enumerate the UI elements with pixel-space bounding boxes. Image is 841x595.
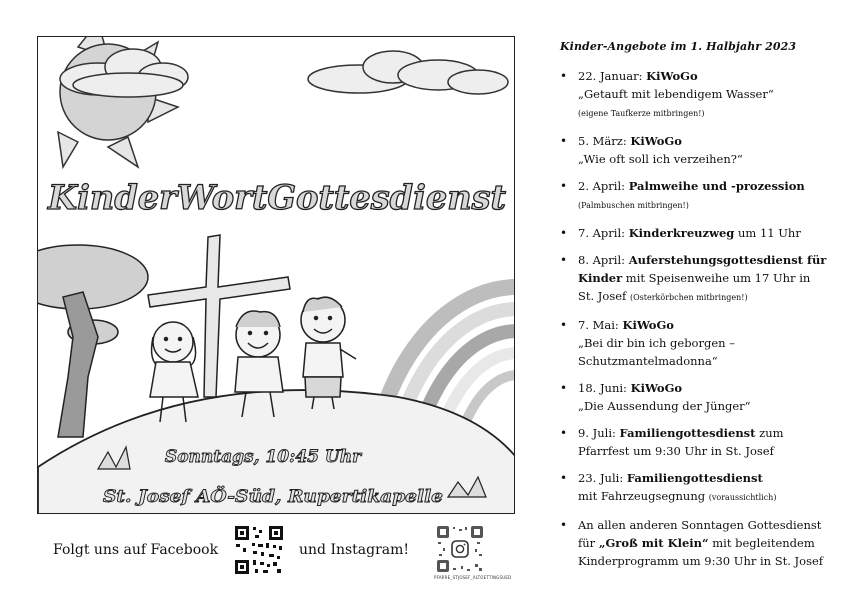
offer-title: KiWoGo <box>630 134 682 148</box>
offer-detail: zum Pfarrfest um 9:30 Uhr in St. Josef <box>578 426 784 458</box>
offer-title: Palmweihe und -prozession <box>628 179 805 193</box>
social-row <box>37 520 515 580</box>
facebook-label: Folgt uns auf Facebook <box>53 542 219 558</box>
offer-note: (Palmbuschen mitbringen!) <box>578 201 689 210</box>
offer-theme: mit Fahrzeugsegnung <box>578 489 709 503</box>
offer-theme: „Die Aussendung der Jünger“ <box>578 399 751 413</box>
offer-detail: mit Speisenweihe um 17 Uhr in St. Josef <box>578 271 811 303</box>
offer-date: 7. April: <box>578 226 629 240</box>
poster-title: KinderWortGottesdienst <box>47 178 507 218</box>
poster-illustration <box>38 37 515 514</box>
offer-note: (eigene Taufkerze mitbringen!) <box>578 109 705 118</box>
offer-note: (Osterkörbchen mitbringen!) <box>629 293 748 302</box>
offer-date: 9. Juli: <box>578 426 620 440</box>
offer-title: Auferstehungsgottesdienst für Kinder <box>578 253 827 285</box>
offer-detail: mit begleitendem Kinderprogramm um 9:30 Uhr in St. Josef <box>578 536 824 568</box>
offer-detail: um 11 Uhr <box>734 226 801 240</box>
offer-date: An allen anderen Sonntagen Gottesdienst für <box>578 518 822 550</box>
offer-note: (voraussichtlich) <box>708 493 777 502</box>
cloud-right-icon <box>308 51 508 94</box>
offer-theme: „Wie oft soll ich verzeihen?“ <box>578 152 743 166</box>
offer-date: 7. Mai: <box>578 318 623 332</box>
offer-title: „Groß mit Klein“ <box>598 536 709 550</box>
offer-title: KiWoGo <box>646 69 698 83</box>
offer-item <box>560 516 830 570</box>
offer-item <box>560 251 830 307</box>
facebook-qr-icon[interactable] <box>233 524 285 576</box>
offers-list <box>560 67 830 570</box>
offer-theme: „Bei dir bin ich geborgen – Schutzmantelmadonna“ <box>578 336 735 368</box>
offer-date: 18. Juni: <box>578 381 631 395</box>
instagram-label: und Instagram! <box>299 542 410 558</box>
tree-icon <box>38 245 148 437</box>
offer-title: Kinderkreuzweg <box>628 226 735 240</box>
instagram-qr-icon[interactable] <box>435 524 485 574</box>
offer-date: 2. April: <box>578 179 629 193</box>
offer-date: 23. Juli: <box>578 471 627 485</box>
offer-item <box>560 424 830 460</box>
offer-item <box>560 379 830 415</box>
offer-item <box>560 132 830 168</box>
offer-title: KiWoGo <box>622 318 674 332</box>
poster <box>37 36 515 514</box>
offer-date: 5. März: <box>578 134 631 148</box>
offer-item <box>560 316 830 370</box>
offers-panel <box>560 40 830 579</box>
offer-item <box>560 224 830 242</box>
offer-item <box>560 177 830 215</box>
offers-heading: Kinder-Angebote im 1. Halbjahr 2023 <box>560 40 797 53</box>
offer-title: Familiengottesdienst <box>626 471 763 485</box>
offer-item <box>560 469 830 507</box>
offer-date: 22. Januar: <box>578 69 647 83</box>
instagram-handle: PFARRE_STJOSEF_ALTOETTINGSUED <box>434 575 512 580</box>
offer-title: KiWoGo <box>630 381 683 395</box>
poster-time: Sonntags, 10:45 Uhr <box>164 447 362 467</box>
offer-theme: „Getauft mit lebendigem Wasser“ <box>578 87 774 101</box>
poster-location: St. Josef AÖ-Süd, Rupertikapelle <box>103 487 414 507</box>
offer-title: Familiengottesdienst <box>619 426 756 440</box>
offer-item <box>560 67 830 123</box>
offer-date: 8. April: <box>578 253 629 267</box>
